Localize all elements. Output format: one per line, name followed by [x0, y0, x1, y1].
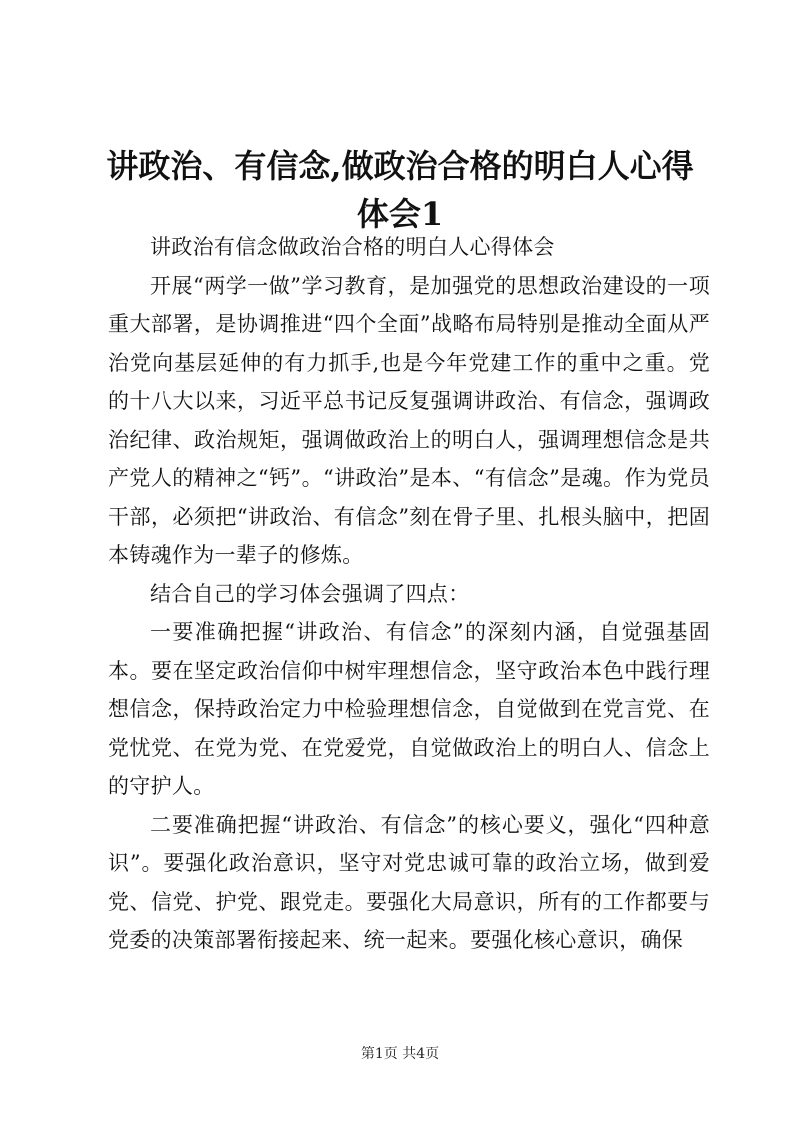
page-footer: 第1页 共4页	[360, 1046, 440, 1062]
document-body	[108, 228, 710, 960]
paragraph-point-two: 二要准确把握“讲政治、有信念”的核心要义，强化“四种意识”。要强化政治意识，坚守对党忠诚可靠的政治立场，做到爱党、信党、护党、跟党走。要强化大局意识，所有的工作都要与党委的决策部署衔接起来、统一起来。要强化核心意识，确保	[108, 812, 710, 952]
paragraph-intro: 开展“两学一做”学习教育，是加强党的思想政治建设的一项重大部署，是协调推进“四个全面”战略布局特别是推动全面从严治党向基层延伸的有力抓手,也是今年党建工作的重中之重。党的十八大以来，习近平总书记反复强调讲政治、有信念，强调政治纪律、政治规矩，强调做政治上的明白人，强调理想信念是共产党人的精神之“钙”。“讲政治”是本、“有信念”是魂。作为党员干部，必须把“讲政治、有信念”刻在骨子里、扎根头脑中，把固本铸魂作为一辈子的修炼。	[108, 273, 710, 567]
paragraph-point-one: 一要准确把握“讲政治、有信念”的深刻内涵，自觉强基固本。要在坚定政治信仰中树牢理想信念，坚守政治本色中践行理想信念，保持政治定力中检验理想信念，自觉做到在党言党、在党忧党、在党为党、在党爱党，自觉做政治上的明白人、信念上的守护人。	[108, 620, 710, 798]
paragraph-subtitle: 讲政治有信念做政治合格的明白人心得体会	[150, 235, 555, 259]
document-title: 讲政治、有信念,做政治合格的明白人心得体会1	[106, 147, 694, 233]
paragraph-four-points: 结合自己的学习体会强调了四点：	[150, 581, 470, 606]
